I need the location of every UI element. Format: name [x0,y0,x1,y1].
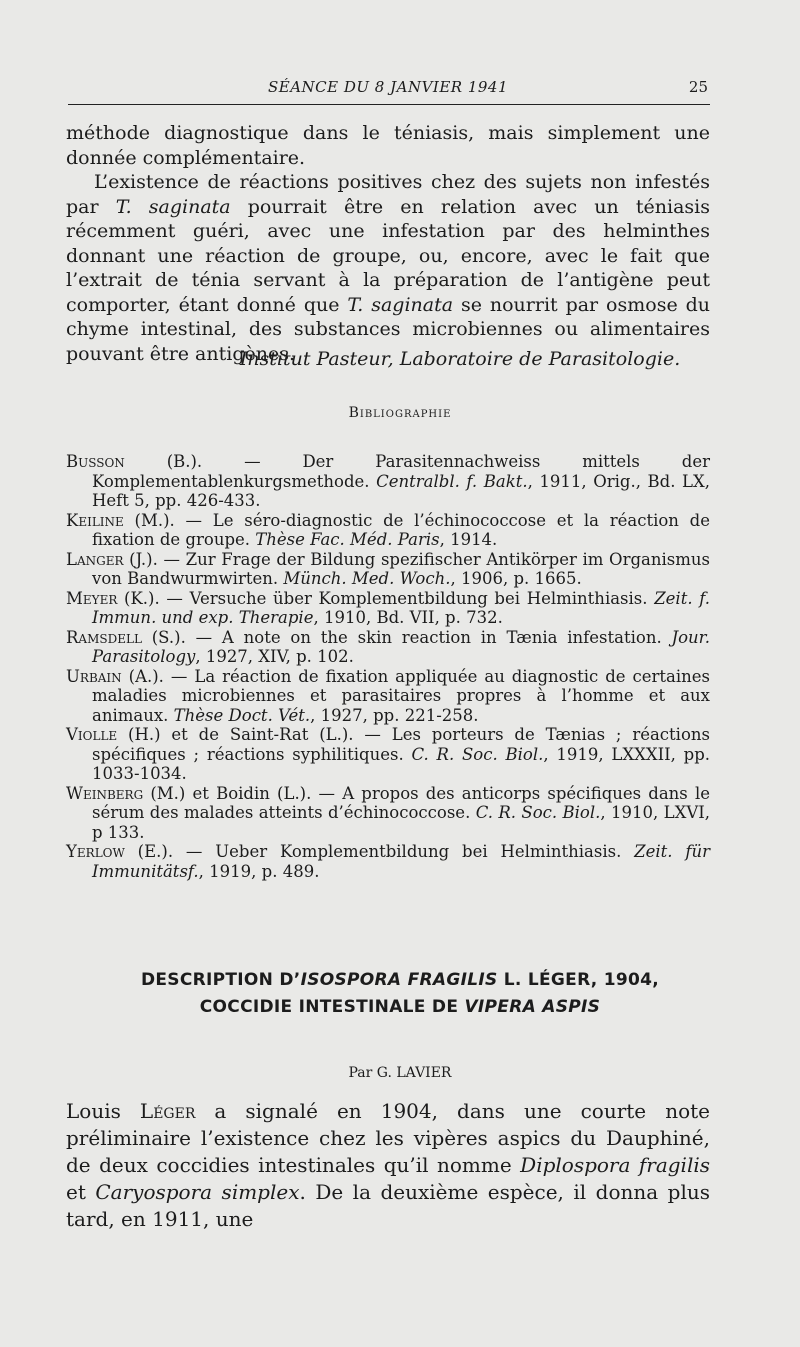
bibliography-entry [66,511,710,550]
bibliography-entry [66,725,710,784]
institution-signature: Institut Pasteur, Laboratoire de Parasitologie. [239,348,681,370]
paragraph-2: L’existence de réactions positives chez des sujets non infestés par T. saginata pourrait être en relation avec un téniasis récemment guéri, avec une infestation par des helminthes donnant une réaction de groupe, ou, encore, avec le fait que l’extrait de ténia servant à la préparation de l’antigène peut comporter, étant donné que T. saginata se nourrit par osmose du chyme intestinal, des substances microbiennes ou alimentaires pouvant être antigènes. [66,171,711,365]
paragraph-1: méthode diagnostique dans le téniasis, mais simplement une donnée complémentaire. [66,122,710,169]
bibliography-entry [66,784,710,843]
bibliography-author: Meyer [66,588,118,608]
bibliography-text: (S.). — A note on the skin reaction in Tænia infestation. [141,627,672,647]
bibliography-text: , 1927, pp. 221-258. [310,705,479,725]
bibliography-text: , 1911, Orig., Bd. LX, Heft 5, pp. 426-433. [92,471,711,510]
species-name: Caryospora simplex [95,1180,300,1204]
article-lede: Louis Léger a signalé en 1904, dans une courte note préliminaire l’existence chez les vipères aspics du Dauphiné, de deux coccidies intestinales qu’il nomme Diplospora fragilis et Caryospora simplex. De la deuxième espèce, il donna plus tard, en 1911, une [66,1099,711,1231]
bibliography-text: , 1906, p. 1665. [450,569,582,588]
bibliography-source: Zeit. für Immunitätsf. [92,842,710,881]
bibliography-text: , 1919, LXXXII, pp. 1033-1034. [92,744,711,783]
bibliography-text: , 1927, XIV, p. 102. [195,647,354,666]
running-head [68,78,708,102]
page-number: 25 [688,78,708,96]
bibliography-author: Weinberg [66,783,144,803]
bibliography-entry [66,452,710,511]
bibliography-author: Keiline [66,510,124,530]
bibliography-author: Violle [66,725,118,744]
bibliography-entry [66,550,710,589]
bibliography-text: (M.). — Le séro-diagnostic de l’échinococcose et la réaction de fixation de groupe. [92,510,710,549]
bibliography-author: Busson [66,452,125,471]
bibliography-entry [66,667,710,726]
article-title-line-1: DESCRIPTION D’ISOSPORA FRAGILIS L. LÉGER, 1904, [140,970,660,990]
bibliography-list [66,452,710,881]
bibliography-source: Zeit. f. Immun. und exp. Therapie [92,588,711,627]
bibliography-source: Centralbl. f. Bakt. [376,471,528,491]
article-title-host: VIPERA ASPIS [464,997,601,1017]
species-name: T. saginata [347,293,454,316]
bibliography-entry [66,842,710,881]
bibliography-author: Urbain [66,666,122,686]
bibliography-source: Münch. Med. Woch. [283,569,451,588]
article-title-species: ISOSPORA FRAGILIS [300,970,498,990]
bibliography-text: , 1910, Bd. VII, p. 732. [313,608,503,627]
bibliography-text: , 1919, p. 489. [198,861,320,881]
bibliography-text: , 1910, LXVI, p 133. [92,803,711,842]
bibliography-source: C. R. Soc. Biol. [411,744,544,764]
bibliography-source: Jour. Parasitology [92,627,710,666]
bibliography-text: (H.) et de Saint-Rat (L.). — Les porteurs de Tænias ; réactions spécifiques ; réactions syphilitiques. [92,725,710,764]
bibliography-author: Yerlow [66,842,125,861]
bibliography-text: (K.). — Versuche über Komplementbildung bei Helminthiasis. [117,588,655,608]
bibliography-entry [66,589,710,628]
intro-text [66,121,710,366]
author-name: Léger [139,1099,196,1123]
bibliography-entry [66,628,710,667]
bibliography-author: Langer [66,549,124,569]
bibliography-text: (J.). — Zur Frage der Bildung spezifischer Antikörper im Organismus von Bandwurmwirten. [92,549,710,588]
running-head-title: SÉANCE DU 8 JANVIER 1941 [267,78,509,96]
species-name: Diplospora fragilis [520,1153,711,1177]
byline: Par G. LAVIER [348,1065,452,1081]
bibliography-text: (M.) et Boidin (L.). — A propos des anticorps spécifiques dans le sérum des malades atteints d’échinococcose. [92,783,710,822]
bibliography-source: C. R. Soc. Biol. [475,803,601,822]
bibliography-author: Ramsdell [66,627,142,647]
species-name: T. saginata [115,195,231,218]
bibliography-text: , 1914. [439,530,498,549]
header-rule [68,104,710,105]
article-title-line-2: COCCIDIE INTESTINALE DE VIPERA ASPIS [199,997,601,1017]
bibliography-source: Thèse Fac. Méd. Paris [255,530,440,549]
bibliography-text: (E.). — Ueber Komplementbildung bei Helminthiasis. [124,842,635,861]
bibliography-source: Thèse Doct. Vét. [173,705,311,725]
bibliography-text: (B.). — Der Parasitennachweiss mittels der Komplementablenkurgsmethode. [92,452,710,491]
bibliography-heading: Bibliographie [348,405,452,421]
bibliography-text: (A.). — La réaction de fixation appliquée au diagnostic de certaines maladies microbiennes et parasitaires propres à l’homme et aux animaux. [92,666,710,725]
